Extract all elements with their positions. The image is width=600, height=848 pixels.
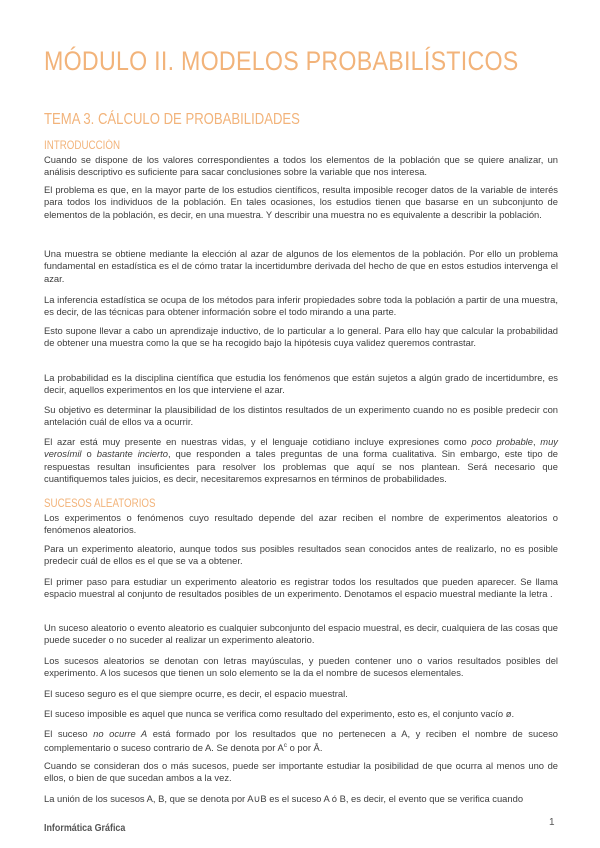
intro-paragraph-7: Su objetivo es determinar la plausibilidad de los distintos resultados de un experimento cuando no es posible predecir con antelación cuál de ellos va a ocurrir.	[44, 404, 558, 428]
topic-title: TEMA 3. CÁLCULO DE PROBABILIDADES	[44, 111, 300, 128]
events-paragraph-2: Para un experimento aleatorio, aunque todos sus posibles resultados sean conocidos antes de realizarlo, no es posible predecir cuál de ellos es el que se va a obtener.	[44, 543, 558, 567]
events-paragraph-1: Los experimentos o fenómenos cuyo resultado depende del azar reciben el nombre de experimentos aleatorios o fenómenos aleatorios.	[44, 512, 558, 536]
intro-paragraph-8: El azar está muy presente en nuestras vidas, y el lenguaje cotidiano incluye expresiones como poco probable, muy verosímil o bastante incierto, que responden a tales preguntas de una forma cualitativa. Sin embargo, este tipo de respuestas resultan insuficientes para resolver los problemas que aquí se nos plantean. Será necesario que cuantifiquemos tales juicios, es decir, necesitaremos expresarnos en términos de probabilidades.	[44, 436, 559, 485]
section-heading-random-events: SUCESOS ALEATORIOS	[44, 498, 156, 510]
events-paragraph-3: El primer paso para estudiar un experimento aleatorio es registrar todos los resultados que pueden aparecer. Se llama espacio muestral al conjunto de resultados posibles de un experimento. Denotamos el espacio muestral mediante la letra .	[44, 576, 558, 600]
section-heading-intro: INTRODUCCIÓN	[44, 140, 121, 152]
events-paragraph-8: El suceso no ocurre A está formado por los resultados que no pertenecen a A, y reciben el nombre de suceso complementario o suceso contrario de A. Se denota por $A^c$ o por Ā.	[44, 728, 559, 754]
intro-paragraph-5: Esto supone llevar a cabo un aprendizaje inductivo, de lo particular a lo general. Para ello hay que calcular la probabilidad de obtener una muestra como la que se ha recogido bajo la hipótesis cuya validez queremos contrastar.	[44, 325, 558, 349]
events-paragraph-7: El suceso imposible es aquel que nunca se verifica como resultado del experimento, esto es, el conjunto vacío ø.	[44, 708, 515, 719]
events-paragraph-4: Un suceso aleatorio o evento aleatorio es cualquier subconjunto del espacio muestral, es decir, cualquiera de las cosas que puede suceder o no suceder al realizar un experimento aleatorio.	[44, 622, 558, 646]
intro-paragraph-1: Cuando se dispone de los valores correspondientes a todos los elementos de la población que se quiere analizar, un análisis descriptivo es suficiente para sacar conclusiones sobre la variable que nos interesa.	[44, 154, 558, 178]
events-paragraph-5: Los sucesos aleatorios se denotan con letras mayúsculas, y pueden contener uno o varios resultados posibles del experimento. A los sucesos que tienen un solo elemento se la da el nombre de sucesos elementales.	[44, 655, 558, 679]
intro-paragraph-3: Una muestra se obtiene mediante la elección al azar de algunos de los elementos de la población. Por ello un problema fundamental en estadística es el de cómo tratar la incertidumbre derivada del hecho de que en estos estudios intervenga el azar.	[44, 248, 558, 284]
events-paragraph-6: El suceso seguro es el que siempre ocurre, es decir, el espacio muestral.	[44, 688, 348, 699]
module-title: MÓDULO II. MODELOS PROBABILÍSTICOS	[44, 46, 519, 76]
intro-paragraph-4: La inferencia estadística se ocupa de los métodos para inferir propiedades sobre toda la población a partir de una muestra, es decir, de las técnicas para obtener información sobre el todo mirando a una parte.	[44, 294, 558, 318]
events-paragraph-9: Cuando se consideran dos o más sucesos, puede ser importante estudiar la posibilidad de que ocurra al menos uno de ellos, o bien de que sucedan ambos a la vez.	[44, 760, 558, 784]
page-number: 1	[549, 817, 555, 828]
events-paragraph-10: La unión de los sucesos A, B, que se denota por A∪B es el suceso A ó B, es decir, el evento que se verifica cuando	[44, 793, 524, 804]
intro-paragraph-6: La probabilidad es la disciplina científica que estudia los fenómenos que están sujetos a algún grado de incertidumbre, es decir, aquellos experimentos en los que interviene el azar.	[44, 372, 558, 396]
intro-paragraph-2: El problema es que, en la mayor parte de los estudios científicos, resulta imposible recoger datos de la variable de interés para todos los individuos de la población. En tales ocasiones, los estudios tienen que basarse en un subconjunto de elementos de la población, es decir, en una muestra. Y describir una muestra no es equivalente a describir la población.	[44, 184, 558, 220]
footer-course-name: Informática Gráfica	[44, 822, 126, 834]
